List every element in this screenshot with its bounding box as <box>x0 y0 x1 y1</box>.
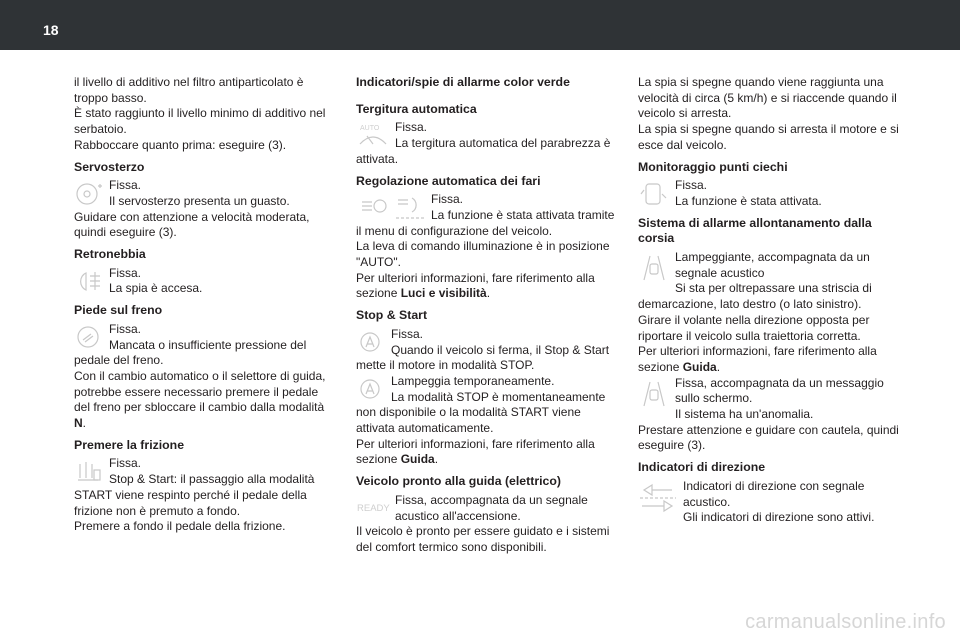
section-title: Piede sul freno <box>74 303 163 318</box>
text-line: attivata. <box>356 151 399 166</box>
text-line: Lampeggiante, accompagnata da un <box>675 250 870 265</box>
text-line: acustico all'accensione. <box>395 508 521 523</box>
text-line: Fissa. <box>109 456 142 471</box>
section-stop-start <box>356 308 618 468</box>
section-punti-ciechi <box>638 160 908 210</box>
section-title: Stop & Start <box>356 308 428 323</box>
auto-wiper-icon <box>356 122 390 150</box>
text-line: Con il cambio automatico o il selettore di guida, potrebbe essere necessario premere il pedale del freno per sbloccare il cambio dalla modalità <box>74 368 326 415</box>
section-tergitura <box>356 102 618 168</box>
text-line: La tergitura automatica del parabrezza è <box>395 136 611 151</box>
bold-term: Guida <box>682 359 717 374</box>
text-line: La leva di comando illuminazione è in posizione "AUTO". <box>356 239 610 270</box>
text-line: . <box>82 416 87 431</box>
text-line: Fissa. <box>109 178 142 193</box>
auto-headlamp-icon <box>356 194 426 222</box>
text-line: sullo schermo. <box>675 391 753 406</box>
section-title: Indicatori di direzione <box>638 460 766 475</box>
section-retronebbia <box>74 247 334 297</box>
bold-term: Luci e visibilità <box>400 286 487 301</box>
text-line: Per ulteriori informazioni, fare riferimento alla <box>638 344 877 359</box>
ready-icon <box>356 495 390 521</box>
text-line: Girare il volante nella direzione opposta per riportare il veicolo sulla traiettoria corretta. <box>638 312 870 343</box>
section-frizione <box>74 438 334 535</box>
text-line: Fissa, accompagnata da un segnale <box>395 492 588 507</box>
foot-on-brake-icon <box>74 324 104 350</box>
text-line: Mancata o insufficiente pressione del <box>109 337 307 352</box>
bold-term: Guida <box>400 452 435 467</box>
bold-term: N <box>74 416 83 431</box>
text-line: Per ulteriori informazioni, fare riferimento alla <box>356 270 595 285</box>
text-line: Fissa. <box>395 120 428 135</box>
section-title: Sistema di allarme allontanamento dalla corsia <box>638 215 872 246</box>
col3-intro <box>638 75 908 154</box>
text-line: La spia si spegne quando si arresta il motore e si esce dal veicolo. <box>638 122 899 152</box>
page-header-bar <box>0 0 960 50</box>
text-line: Lampeggia temporaneamente. <box>391 373 555 388</box>
text-line: . <box>486 286 491 301</box>
direction-indicator-icon <box>638 481 678 513</box>
section-piede-freno <box>74 303 334 432</box>
section-title: Tergitura automatica <box>356 101 477 116</box>
section-title: Servosterzo <box>74 159 145 174</box>
text-line: Fissa. <box>109 321 142 336</box>
text-line: segnale acustico <box>675 265 765 280</box>
section-title: Regolazione automatica dei fari <box>356 173 541 188</box>
text-line: Fissa, accompagnata da un messaggio <box>675 375 884 390</box>
icon-label: AUTO <box>360 125 380 133</box>
text-line: Gli indicatori di direzione sono attivi. <box>683 510 875 525</box>
text-line: sezione <box>638 359 683 374</box>
text-line: sezione <box>356 286 401 301</box>
column-heading: Indicatori/spie di allarme color verde <box>356 75 570 89</box>
text-line: Guidare con attenzione a velocità moderata, quindi eseguire (3). <box>74 209 310 240</box>
text-line: Premere a fondo il pedale della frizione. <box>74 519 286 534</box>
section-direzione <box>638 460 908 526</box>
text-line: Stop & Start: il passaggio alla modalità <box>109 472 315 487</box>
text-line: La spia si spegne quando viene raggiunta una velocità di circa (5 km/h) e si riaccende quando il veicolo si arresta. <box>638 75 897 121</box>
text-line: Fissa. <box>675 178 708 193</box>
text-line: Il servosterzo presenta un guasto. <box>109 193 290 208</box>
watermark: carmanualsonline.info <box>745 611 946 633</box>
text-line: La funzione è stata attivata. <box>675 193 822 208</box>
text-line: sezione <box>356 452 401 467</box>
text-line: È stato raggiunto il livello minimo di additivo nel serbatoio. <box>74 106 326 137</box>
text-line: START viene respinto perché il pedale della frizione non è premuto a fondo. <box>74 487 307 518</box>
clutch-pedal-icon <box>74 458 104 486</box>
column-3 <box>638 75 908 526</box>
text-line: Fissa. <box>431 192 464 207</box>
text-line: il livello di additivo nel filtro antiparticolato è troppo basso. <box>74 75 304 105</box>
col1-intro <box>74 75 334 154</box>
section-title: Retronebbia <box>74 247 146 262</box>
text-line: . <box>716 359 721 374</box>
text-line: il menu di configurazione del veicolo. <box>356 223 553 238</box>
rear-fog-light-icon <box>74 268 104 294</box>
stop-start-icon <box>356 329 386 355</box>
section-pronto <box>356 474 618 556</box>
text-line: La funzione è stata attivata tramite <box>431 207 615 222</box>
stop-start-flashing-icon <box>356 376 386 402</box>
text-line: Fissa. <box>391 326 424 341</box>
text-line: La modalità STOP è momentaneamente <box>391 389 606 404</box>
page-number: 18 <box>43 22 59 38</box>
section-servosterzo <box>74 160 334 242</box>
icon-label: READY <box>357 502 390 514</box>
text-line: Rabboccare quanto prima: eseguire (3). <box>74 137 287 152</box>
text-line: Il sistema ha un'anomalia. <box>675 407 814 422</box>
column-2 <box>356 75 618 556</box>
section-title: Monitoraggio punti ciechi <box>638 159 788 174</box>
text-line: La spia è accesa. <box>109 281 203 296</box>
section-fari <box>356 174 618 303</box>
section-corsia <box>638 216 908 455</box>
text-line: . <box>434 452 439 467</box>
section-title: Premere la frizione <box>74 437 185 452</box>
text-line: mette il motore in modalità STOP. <box>356 358 535 373</box>
text-line: Per ulteriori informazioni, fare riferimento alla <box>356 436 595 451</box>
lane-departure-fault-icon <box>638 378 670 408</box>
text-line: Quando il veicolo si ferma, il Stop & Start <box>391 342 610 357</box>
text-line: Fissa. <box>109 265 142 280</box>
column-1 <box>74 75 334 535</box>
text-line: non disponibile o la modalità START viene attivata automaticamente. <box>356 405 581 436</box>
section-title: Veicolo pronto alla guida (elettrico) <box>356 474 561 489</box>
text-line: pedale del freno. <box>74 353 164 368</box>
text-line: Prestare attenzione e guidare con cautela, quindi eseguire (3). <box>638 422 899 453</box>
text-line: Il veicolo è pronto per essere guidato e i sistemi del comfort termico sono disponibili. <box>356 524 610 554</box>
blind-spot-icon <box>638 180 670 208</box>
lane-departure-icon <box>638 252 670 282</box>
steering-warning-icon <box>74 180 104 208</box>
text-line: acustico. <box>683 494 731 509</box>
text-line: Si sta per oltrepassare una striscia di demarcazione, lato destro (o lato sinistro). <box>638 281 872 312</box>
text-line: Indicatori di direzione con segnale <box>683 478 865 493</box>
